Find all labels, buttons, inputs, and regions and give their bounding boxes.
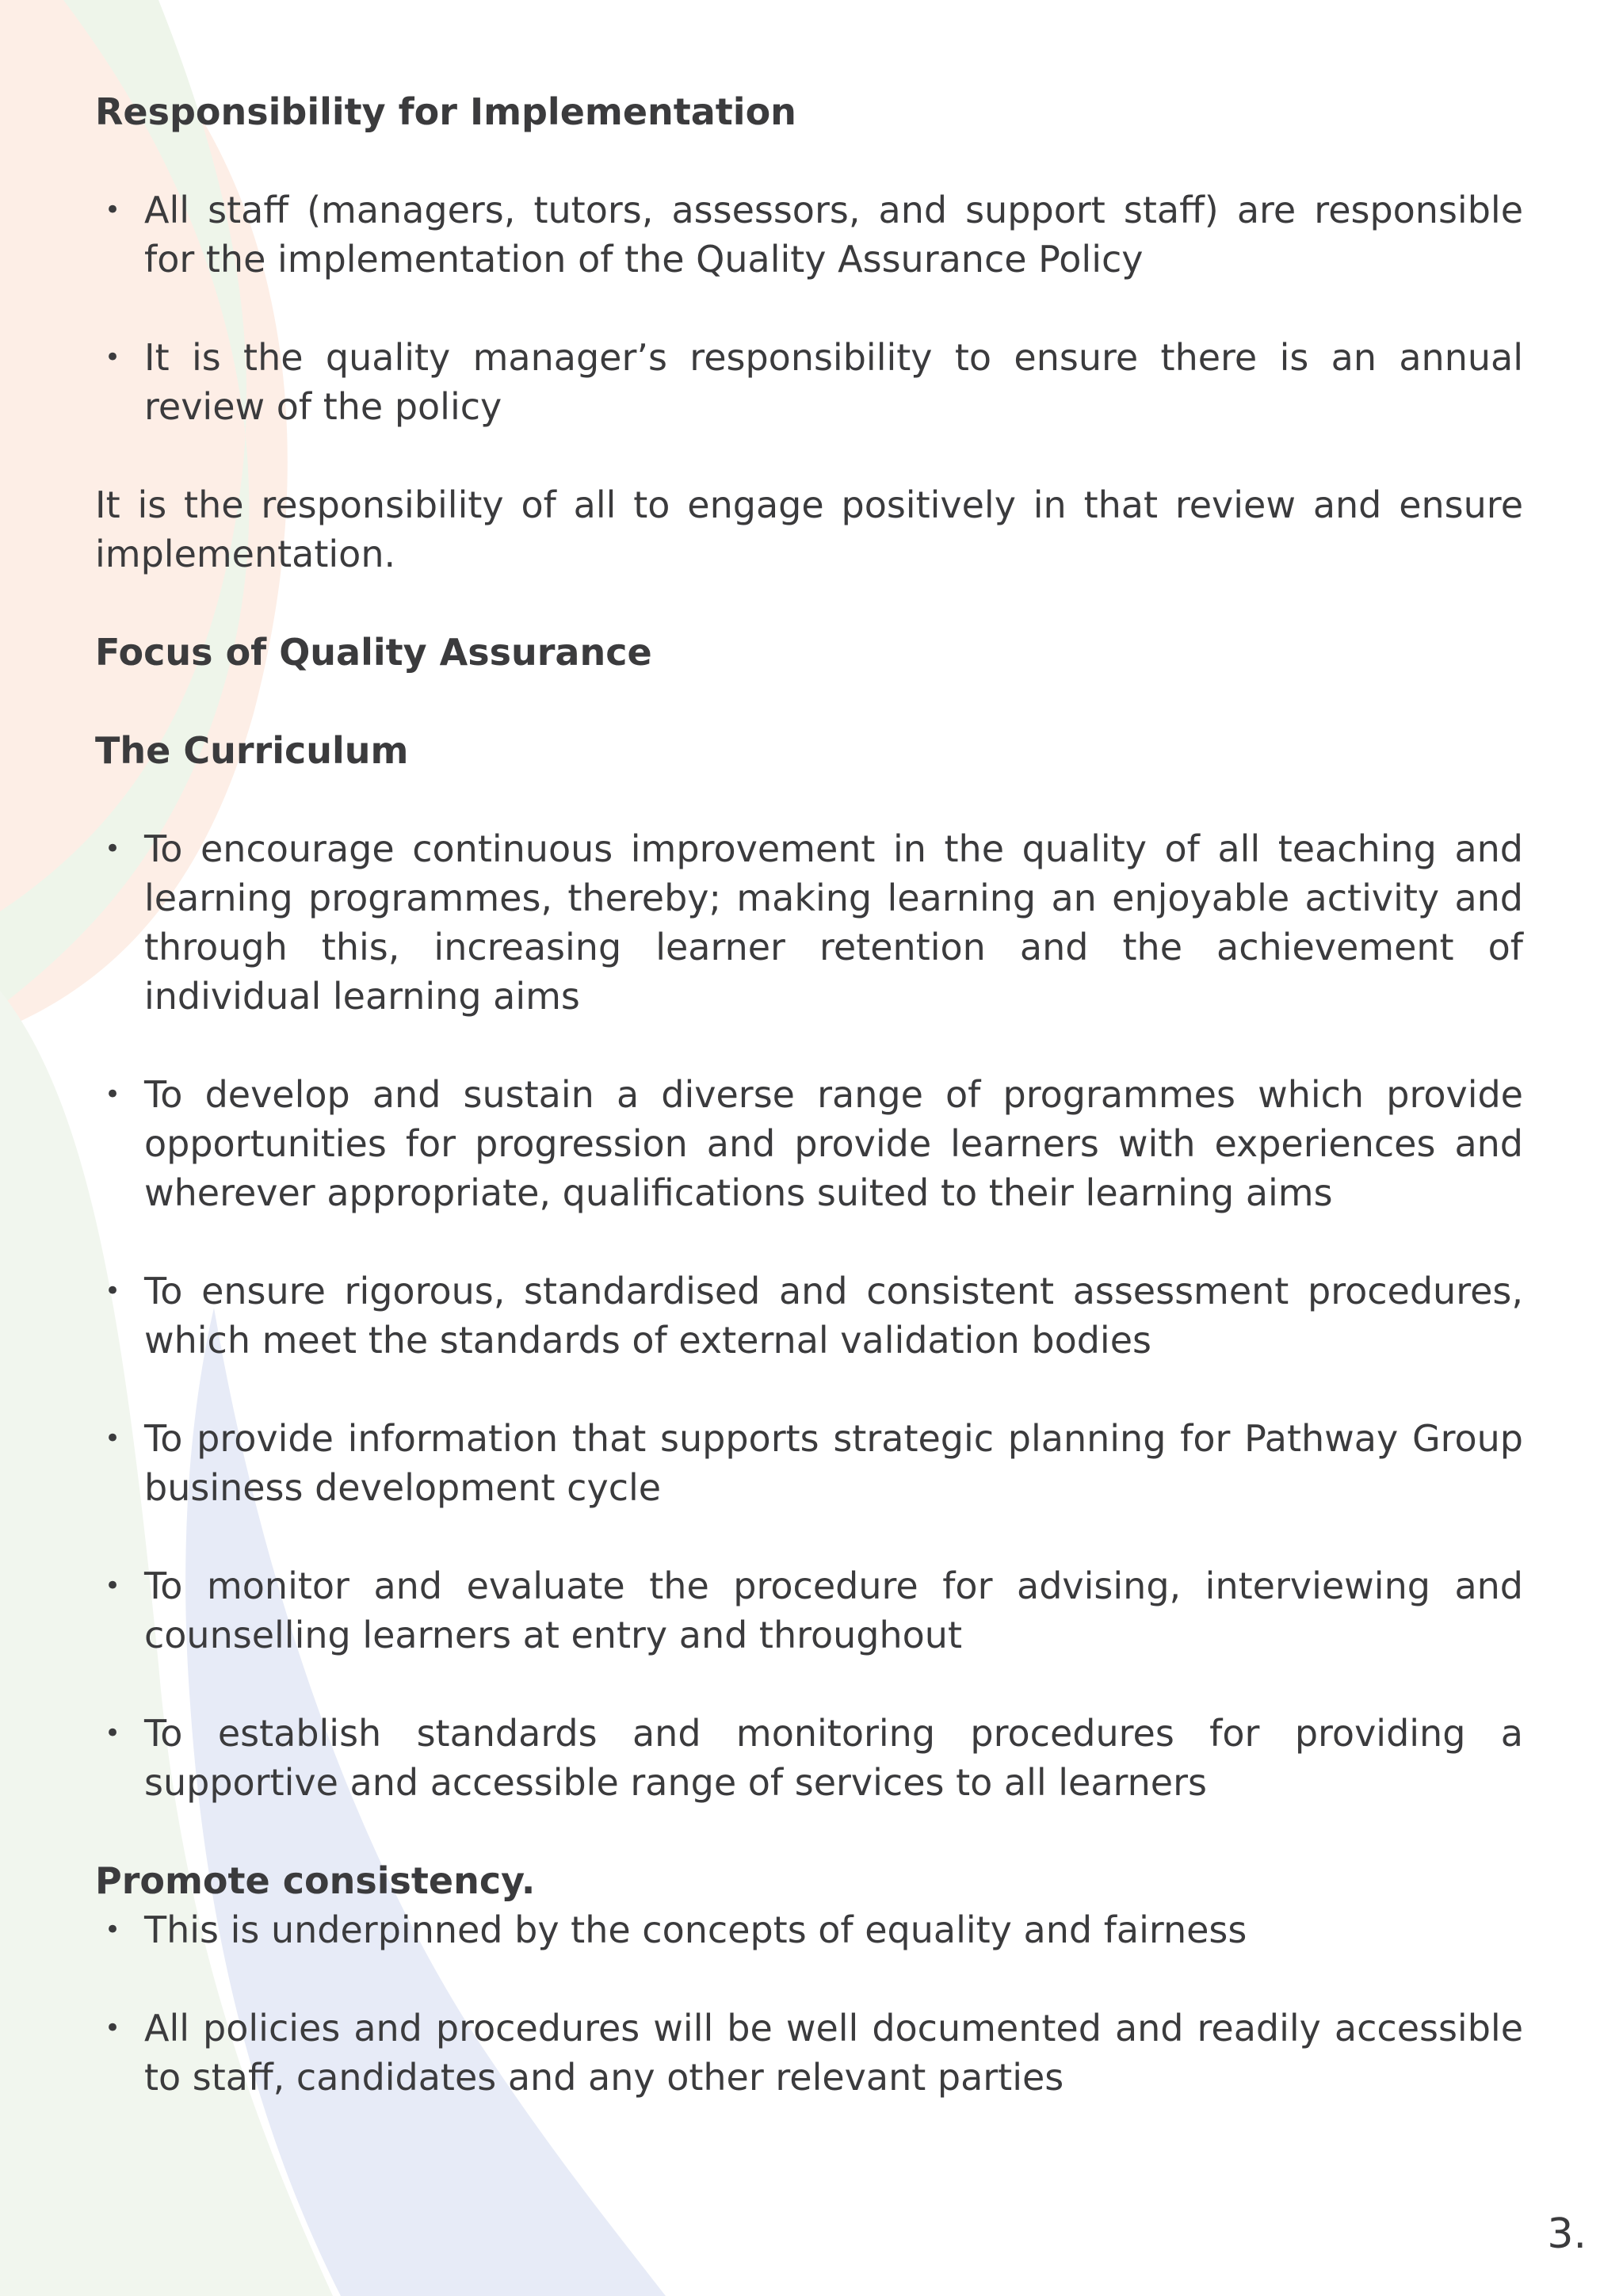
responsibility-list xyxy=(95,185,1523,431)
list-item xyxy=(95,1905,1523,1954)
bullet-icon: • xyxy=(105,1717,121,1749)
bullet-icon: • xyxy=(105,1914,121,1946)
bullet-icon: • xyxy=(105,2012,121,2044)
spacer xyxy=(95,284,1523,333)
spacer xyxy=(95,1365,1523,1414)
list-item xyxy=(95,1414,1523,1512)
list-item-text: To establish standards and monitoring procedures for providing a supportive and accessible range of services to all learners xyxy=(144,1712,1523,1804)
heading-curriculum: The Curriculum xyxy=(95,729,409,772)
bullet-icon: • xyxy=(105,833,121,865)
bullet-icon: • xyxy=(105,342,121,373)
list-item-text: All staff (managers, tutors, assessors, and support staff) are responsible for the implementation of the Quality Assurance Policy xyxy=(144,189,1523,281)
bullet-icon: • xyxy=(105,1570,121,1602)
list-item-text: To develop and sustain a diverse range of programmes which provide opportunities for progression and provide learners with experiences and wherever appropriate, qualifications suited to their learning aims xyxy=(144,1073,1523,1214)
list-item xyxy=(95,1709,1523,1807)
bullet-icon: • xyxy=(105,194,121,226)
consistency-list xyxy=(95,1905,1523,2102)
bullet-icon: • xyxy=(105,1079,121,1110)
spacer xyxy=(95,1021,1523,1070)
heading-consistency: Promote consistency. xyxy=(95,1859,536,1902)
spacer xyxy=(95,1954,1523,2004)
list-item-text: It is the quality manager’s responsibility to ensure there is an annual review of the policy xyxy=(144,336,1523,428)
list-item xyxy=(95,333,1523,431)
list-item-text: To encourage continuous improvement in the quality of all teaching and learning programmes, thereby; making learning an enjoyable activity and through this, increasing learner retention and the achievement of individual learning aims xyxy=(144,827,1523,1018)
list-item xyxy=(95,1070,1523,1217)
list-item-text: All policies and procedures will be well documented and readily accessible to staff, candidates and any other relevant parties xyxy=(144,2007,1523,2099)
list-item-text: To monitor and evaluate the procedure for advising, interviewing and counselling learners at entry and throughout xyxy=(144,1564,1523,1656)
heading-responsibility: Responsibility for Implementation xyxy=(95,90,796,133)
list-item xyxy=(95,824,1523,1021)
spacer xyxy=(95,1217,1523,1266)
responsibility-paragraph: It is the responsibility of all to engage positively in that review and ensure implementation. xyxy=(95,483,1523,575)
bullet-icon: • xyxy=(105,1275,121,1307)
list-item xyxy=(95,1266,1523,1365)
page-content xyxy=(95,87,1523,2102)
list-item xyxy=(95,1561,1523,1660)
bullet-icon: • xyxy=(105,1423,121,1454)
list-item xyxy=(95,2004,1523,2102)
list-item-text: This is underpinned by the concepts of equality and fairness xyxy=(144,1908,1247,1951)
heading-focus: Focus of Quality Assurance xyxy=(95,631,652,674)
page-number: 3. xyxy=(1547,2210,1587,2258)
spacer xyxy=(95,1512,1523,1561)
spacer xyxy=(95,1660,1523,1709)
list-item-text: To ensure rigorous, standardised and consistent assessment procedures, which meet the standards of external validation bodies xyxy=(144,1270,1523,1362)
list-item-text: To provide information that supports strategic planning for Pathway Group business development cycle xyxy=(144,1417,1523,1509)
list-item xyxy=(95,185,1523,284)
curriculum-list xyxy=(95,824,1523,1807)
